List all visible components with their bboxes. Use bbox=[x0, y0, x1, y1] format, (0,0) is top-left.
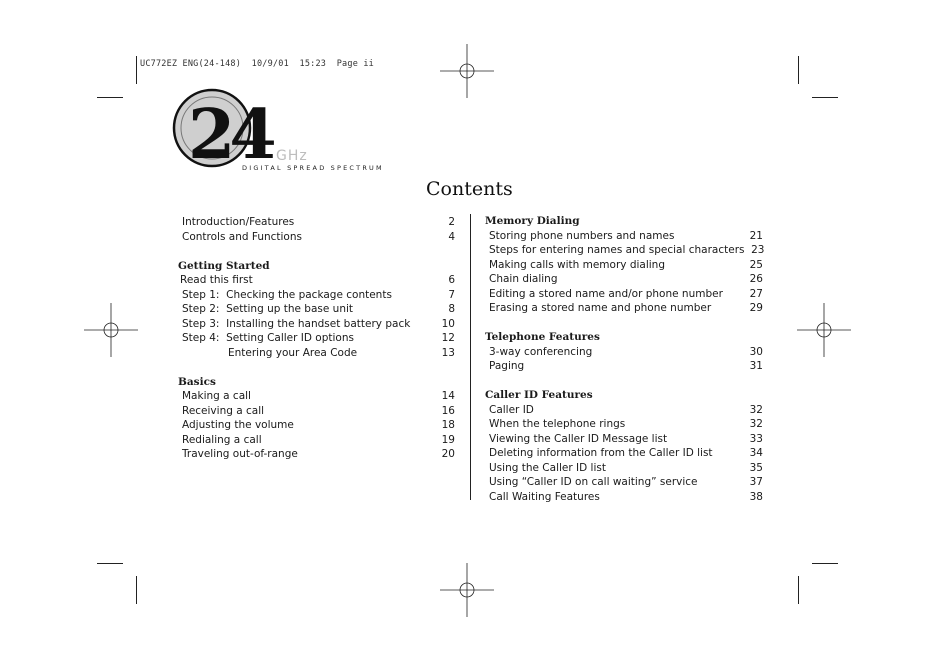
toc-entry-label: Traveling out-of-range bbox=[182, 448, 298, 460]
logo-number: 24 bbox=[188, 95, 271, 175]
toc-section-telephone-features bbox=[485, 330, 763, 374]
toc-entry-label: Deleting information from the Caller ID list bbox=[489, 447, 713, 459]
toc-entry-label: Viewing the Caller ID Message list bbox=[489, 432, 668, 445]
crop-mark bbox=[97, 97, 123, 98]
toc-entry-page: 37 bbox=[749, 476, 763, 488]
toc-entry-label: Step 3: Installing the handset battery pack bbox=[182, 317, 411, 330]
toc-entry[interactable] bbox=[178, 418, 455, 433]
toc-entry[interactable] bbox=[485, 287, 763, 302]
section-heading: Telephone Features bbox=[485, 331, 600, 343]
toc-entry[interactable] bbox=[178, 389, 455, 404]
toc-section-getting-started bbox=[178, 259, 455, 361]
toc-entry-page: 35 bbox=[749, 461, 763, 474]
toc-entry-label: Step 1: Checking the package contents bbox=[182, 288, 392, 301]
logo-tagline: DIGITAL SPREAD SPECTRUM bbox=[242, 164, 384, 172]
crop-mark bbox=[136, 56, 137, 84]
toc-entry-label: Introduction/Features bbox=[182, 216, 295, 228]
toc-entry[interactable] bbox=[485, 475, 763, 490]
toc-entry-page: 33 bbox=[749, 432, 763, 445]
toc-entry-label: Using “Caller ID on call waiting” service bbox=[489, 476, 698, 488]
toc-entry[interactable] bbox=[485, 432, 763, 447]
toc-entry-page: 26 bbox=[749, 273, 763, 285]
toc-section-memory-dialing bbox=[485, 214, 763, 316]
crop-mark bbox=[812, 97, 838, 98]
toc-entry[interactable] bbox=[485, 345, 763, 360]
toc-entry-label: Erasing a stored name and phone number bbox=[489, 302, 712, 314]
toc-group-intro bbox=[178, 215, 455, 244]
toc-entry-page: 38 bbox=[749, 490, 763, 503]
toc-entry-label: Chain dialing bbox=[489, 273, 558, 285]
registration-mark-bottom bbox=[440, 563, 494, 617]
toc-entry-label: Controls and Functions bbox=[182, 230, 302, 243]
crop-mark bbox=[798, 576, 799, 604]
toc-entry[interactable] bbox=[178, 273, 455, 288]
toc-section-caller-id-features bbox=[485, 388, 763, 504]
toc-entry-label: Entering your Area Code bbox=[228, 346, 358, 359]
toc-entry-page: 13 bbox=[441, 346, 455, 359]
crop-mark bbox=[136, 576, 137, 604]
toc-entry-page: 30 bbox=[749, 345, 763, 358]
toc-entry-page: 34 bbox=[749, 447, 763, 459]
toc-entry[interactable] bbox=[485, 446, 763, 461]
toc-entry-page: 32 bbox=[749, 418, 763, 430]
toc-entry[interactable] bbox=[178, 317, 455, 332]
toc-entry-label: Call Waiting Features bbox=[489, 490, 600, 503]
section-heading: Caller ID Features bbox=[485, 389, 593, 401]
toc-entry-label: Paging bbox=[489, 360, 525, 372]
page-title: Contents bbox=[426, 178, 513, 200]
toc-entry-label: Step 2: Setting up the base unit bbox=[182, 303, 354, 315]
toc-entry-label: Using the Caller ID list bbox=[489, 461, 606, 474]
toc-entry-label: Storing phone numbers and names bbox=[489, 229, 675, 242]
toc-left-column bbox=[178, 215, 455, 476]
toc-entry[interactable] bbox=[485, 272, 763, 287]
toc-entry-label: When the telephone rings bbox=[489, 418, 626, 430]
toc-entry[interactable] bbox=[178, 404, 455, 419]
toc-entry-page: 4 bbox=[448, 230, 455, 243]
toc-entry[interactable] bbox=[178, 331, 455, 346]
toc-entry-page: 27 bbox=[749, 287, 763, 300]
toc-entry[interactable] bbox=[178, 346, 455, 361]
toc-entry-page: 29 bbox=[749, 302, 763, 314]
toc-entry-page: 23 bbox=[751, 244, 765, 256]
section-heading: Memory Dialing bbox=[485, 215, 580, 227]
toc-entry-page: 19 bbox=[441, 433, 455, 446]
toc-entry-label: Making a call bbox=[182, 390, 251, 402]
registration-mark-top bbox=[440, 44, 494, 98]
toc-entry-page: 14 bbox=[441, 390, 455, 402]
toc-entry[interactable] bbox=[178, 230, 455, 245]
toc-entry-page: 10 bbox=[441, 317, 455, 330]
toc-right-column bbox=[485, 214, 763, 519]
toc-entry-page: 16 bbox=[441, 404, 455, 417]
toc-entry[interactable] bbox=[485, 417, 763, 432]
toc-entry-label: Making calls with memory dialing bbox=[489, 258, 665, 271]
toc-entry-label: Adjusting the volume bbox=[182, 419, 294, 431]
toc-entry-page: 18 bbox=[441, 419, 455, 431]
section-heading: Getting Started bbox=[178, 259, 270, 272]
column-divider bbox=[470, 214, 471, 500]
crop-mark bbox=[97, 563, 123, 564]
crop-mark bbox=[812, 563, 838, 564]
registration-mark-left bbox=[84, 303, 138, 357]
toc-entry-label: 3-way conferencing bbox=[489, 345, 593, 358]
toc-entry-page: 32 bbox=[749, 403, 763, 416]
toc-entry[interactable] bbox=[485, 301, 763, 316]
toc-entry[interactable] bbox=[485, 258, 763, 273]
toc-entry-label: Redialing a call bbox=[182, 433, 262, 446]
toc-entry[interactable] bbox=[485, 229, 763, 244]
toc-entry-label: Receiving a call bbox=[182, 404, 265, 417]
toc-entry-label: Step 4: Setting Caller ID options bbox=[182, 332, 354, 344]
toc-section-basics bbox=[178, 375, 455, 462]
toc-entry-page: 21 bbox=[749, 229, 763, 242]
toc-entry-label: Caller ID bbox=[489, 403, 534, 416]
toc-entry-page: 6 bbox=[448, 274, 455, 286]
brand-logo bbox=[164, 86, 414, 176]
toc-entry-page: 7 bbox=[448, 288, 455, 301]
toc-entry-label: Steps for entering names and special characters bbox=[489, 244, 745, 256]
toc-entry[interactable] bbox=[178, 288, 455, 303]
toc-entry[interactable] bbox=[178, 215, 455, 230]
print-slug: UC772EZ ENG(24-148) 10/9/01 15:23 Page ii bbox=[140, 59, 374, 69]
toc-entry-label: Editing a stored name and/or phone number bbox=[489, 287, 723, 300]
toc-entry[interactable] bbox=[485, 359, 763, 374]
toc-entry-page: 8 bbox=[448, 303, 455, 315]
toc-entry[interactable] bbox=[178, 447, 455, 462]
toc-entry-page: 2 bbox=[448, 216, 455, 228]
toc-entry[interactable] bbox=[485, 243, 763, 258]
section-heading: Basics bbox=[178, 375, 216, 388]
toc-entry[interactable] bbox=[485, 461, 763, 476]
logo-ghz: GHz bbox=[276, 148, 308, 164]
toc-entry[interactable] bbox=[485, 403, 763, 418]
toc-entry-page: 20 bbox=[441, 448, 455, 460]
toc-entry-page: 25 bbox=[749, 258, 763, 271]
toc-entry-label: Read this first bbox=[180, 274, 253, 286]
toc-entry[interactable] bbox=[178, 302, 455, 317]
registration-mark-right bbox=[797, 303, 851, 357]
toc-entry-page: 31 bbox=[749, 360, 763, 372]
toc-entry-page: 12 bbox=[441, 332, 455, 344]
crop-mark bbox=[798, 56, 799, 84]
toc-entry[interactable] bbox=[485, 490, 763, 505]
toc-entry[interactable] bbox=[178, 433, 455, 448]
